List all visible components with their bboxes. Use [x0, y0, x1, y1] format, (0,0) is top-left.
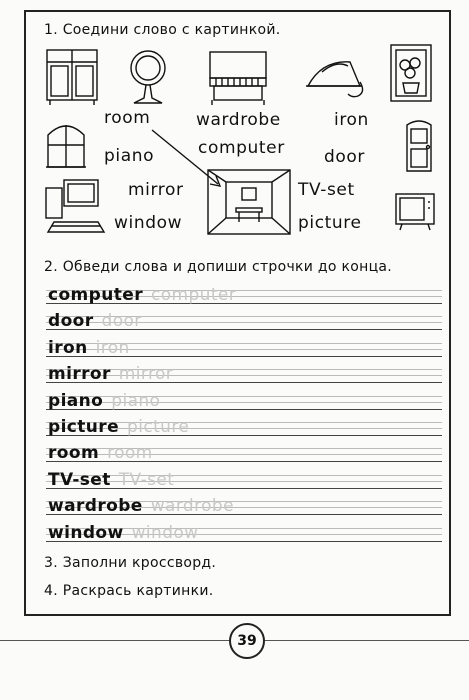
trace-word: TV-set TV-set	[48, 469, 175, 490]
trace-row[interactable]	[46, 495, 442, 521]
page-number: 39	[229, 623, 265, 659]
task-2-instruction: 2. Обведи слова и допиши строчки до конца.	[44, 259, 393, 275]
word-computer: computer	[198, 138, 285, 158]
trace-row[interactable]	[46, 416, 442, 442]
trace-word: wardrobe wardrobe	[48, 496, 234, 517]
word-door: door	[324, 147, 365, 167]
tv-set-picture	[394, 192, 436, 232]
ghost-word: wardrobe	[150, 496, 234, 517]
task-1-instruction: 1. Соедини слово с картинкой.	[44, 22, 281, 38]
trace-word: door door	[48, 311, 142, 332]
word-room: room	[104, 108, 151, 128]
trace-word: computer computer	[48, 285, 237, 305]
trace-word: room room	[48, 443, 153, 464]
computer-picture	[44, 178, 108, 234]
trace-row[interactable]	[46, 442, 442, 468]
ghost-word: mirror	[118, 364, 174, 385]
word-window: window	[114, 213, 183, 233]
trace-word: piano piano	[48, 390, 161, 411]
word-piano: piano	[104, 146, 155, 166]
window-picture	[44, 117, 88, 169]
trace-word: window window	[48, 522, 199, 543]
trace-row[interactable]	[46, 522, 442, 548]
ghost-word: picture	[127, 416, 190, 437]
wardrobe-picture	[44, 48, 100, 106]
ghost-word: piano	[111, 390, 161, 411]
task-3-instruction: 3. Заполни кроссворд.	[44, 555, 217, 571]
iron-picture	[302, 52, 366, 100]
word-mirror: mirror	[128, 180, 184, 200]
trace-row[interactable]	[46, 390, 442, 416]
word-wardrobe: wardrobe	[196, 110, 281, 130]
trace-row[interactable]	[46, 284, 442, 310]
word-picture: picture	[298, 213, 362, 233]
tracing-rows	[46, 284, 442, 548]
ghost-word: door	[101, 311, 142, 332]
ghost-word: computer	[150, 285, 237, 305]
ghost-word: iron	[95, 337, 130, 358]
trace-word: mirror mirror	[48, 364, 174, 385]
picture-frame-picture	[389, 43, 433, 103]
trace-row[interactable]	[46, 469, 442, 495]
trace-row[interactable]	[46, 310, 442, 336]
trace-word: iron iron	[48, 337, 130, 358]
word-tv-set: TV-set	[298, 180, 355, 200]
word-iron: iron	[334, 110, 369, 130]
door-picture	[404, 117, 434, 173]
ghost-word: TV-set	[118, 469, 175, 490]
ghost-word: room	[107, 443, 153, 464]
trace-word: picture picture	[48, 416, 190, 437]
mirror-picture	[126, 48, 170, 106]
task-4-instruction: 4. Раскрась картинки.	[44, 583, 214, 599]
piano-picture	[208, 48, 268, 106]
trace-row[interactable]	[46, 363, 442, 389]
trace-row[interactable]	[46, 337, 442, 363]
ghost-word: window	[131, 522, 199, 543]
